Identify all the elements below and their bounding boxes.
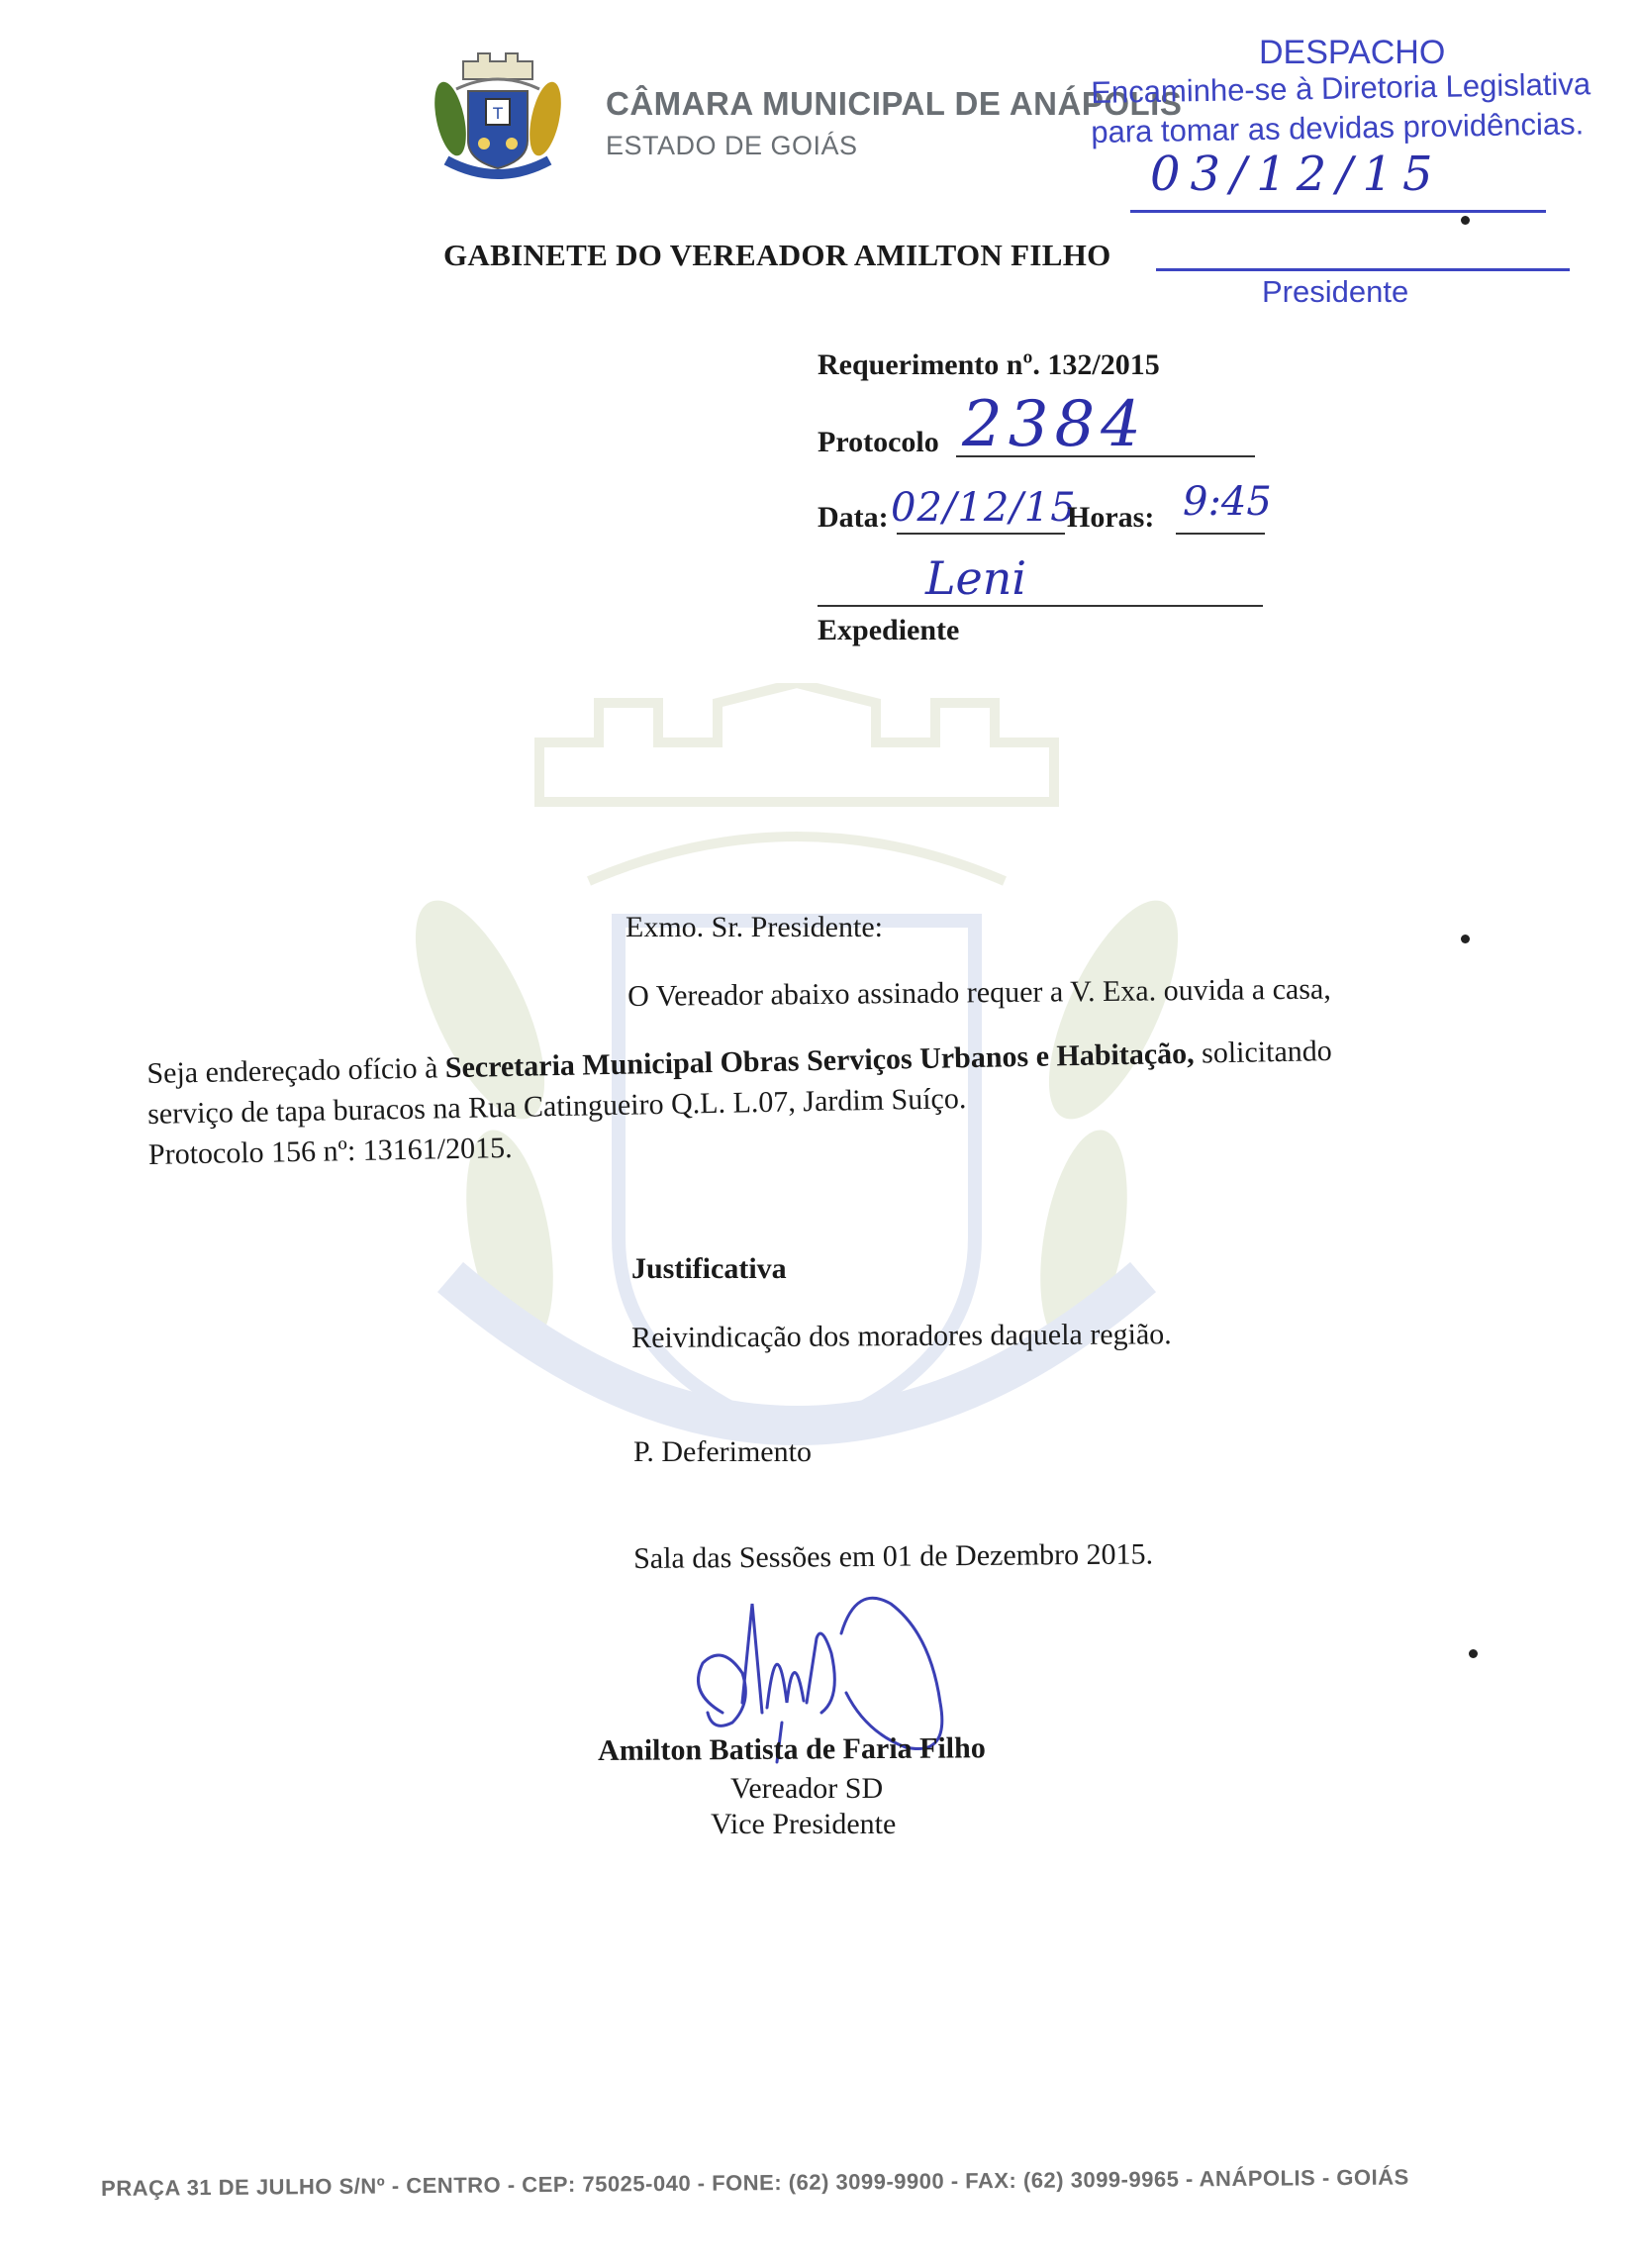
date-label: Data: xyxy=(818,501,889,534)
time-underline xyxy=(1176,533,1265,535)
request-text-bold: Secretaria Municipal Obras Serviços Urbanos e Habitação, xyxy=(444,1036,1195,1085)
stamp-signer-label: Presidente xyxy=(1262,274,1409,309)
clerk-rubric: Leni xyxy=(925,551,1027,605)
stamp-signature-line xyxy=(1130,210,1546,213)
request-number: Requerimento nº. 132/2015 xyxy=(818,348,1160,381)
office-title: GABINETE DO VEREADOR AMILTON FILHO xyxy=(443,238,1111,272)
municipal-coat-of-arms-icon xyxy=(429,49,567,184)
signer-role: Vereador SD xyxy=(730,1772,884,1805)
protocol-handwritten-value: 2384 xyxy=(962,388,1147,461)
expediente-line xyxy=(818,605,1263,607)
signer-title: Vice Presidente xyxy=(711,1808,897,1840)
time-handwritten-value: 9:45 xyxy=(1183,479,1272,525)
stamp-handwritten-date: 03/12/15 xyxy=(1150,147,1443,202)
justification-heading: Justificativa xyxy=(631,1252,787,1285)
date-underline xyxy=(897,533,1065,535)
time-label: Horas: xyxy=(1067,501,1155,534)
request-paragraph xyxy=(146,1028,1475,1175)
stamp-title: DESPACHO xyxy=(1259,34,1446,71)
stamp-instruction-line2: para tomar as devidas providências. xyxy=(1091,106,1585,149)
request-text-post: solicitando xyxy=(1194,1035,1333,1070)
signer-name: Amilton Batista de Faria Filho xyxy=(598,1731,986,1767)
request-line-3: Protocolo 156 nº: 13161/2015. xyxy=(147,1131,513,1171)
date-handwritten-value: 02/12/15 xyxy=(891,485,1077,531)
closing-text: Sala das Sessões em 01 de Dezembro 2015. xyxy=(633,1537,1154,1575)
org-state: ESTADO DE GOIÁS xyxy=(606,131,858,160)
org-name: CÂMARA MUNICIPAL DE ANÁPOLIS xyxy=(606,85,1183,122)
justification-text: Reivindicação dos moradores daquela região. xyxy=(631,1318,1172,1354)
dot-mark xyxy=(1461,216,1470,225)
request-line-2: serviço de tapa buracos na Rua Catingueiro Q.L. L.07, Jardim Suíço. xyxy=(146,1082,967,1131)
intro-text: O Vereador abaixo assinado requer a V. Exa. ouvida a casa, xyxy=(627,972,1331,1013)
deferment-text: P. Deferimento xyxy=(633,1435,812,1468)
stamp-bottom-line xyxy=(1156,268,1570,271)
salutation: Exmo. Sr. Presidente: xyxy=(626,911,883,943)
expediente-label: Expediente xyxy=(818,614,960,646)
footer-address: PRAÇA 31 DE JULHO S/Nº - CENTRO - CEP: 75025-040 - FONE: (62) 3099-9900 - FAX: (62) 3099-9965 - ANÁPOLIS - GOIÁS xyxy=(101,2164,1409,2201)
stamp-instruction-line1: Encaminhe-se à Diretoria Legislativa xyxy=(1091,66,1591,110)
svg-text:T: T xyxy=(493,104,503,123)
protocol-label: Protocolo xyxy=(818,426,939,458)
dot-mark xyxy=(1461,935,1470,943)
dot-mark xyxy=(1469,1649,1478,1658)
request-text-pre: Seja endereçado ofício à xyxy=(146,1051,446,1090)
